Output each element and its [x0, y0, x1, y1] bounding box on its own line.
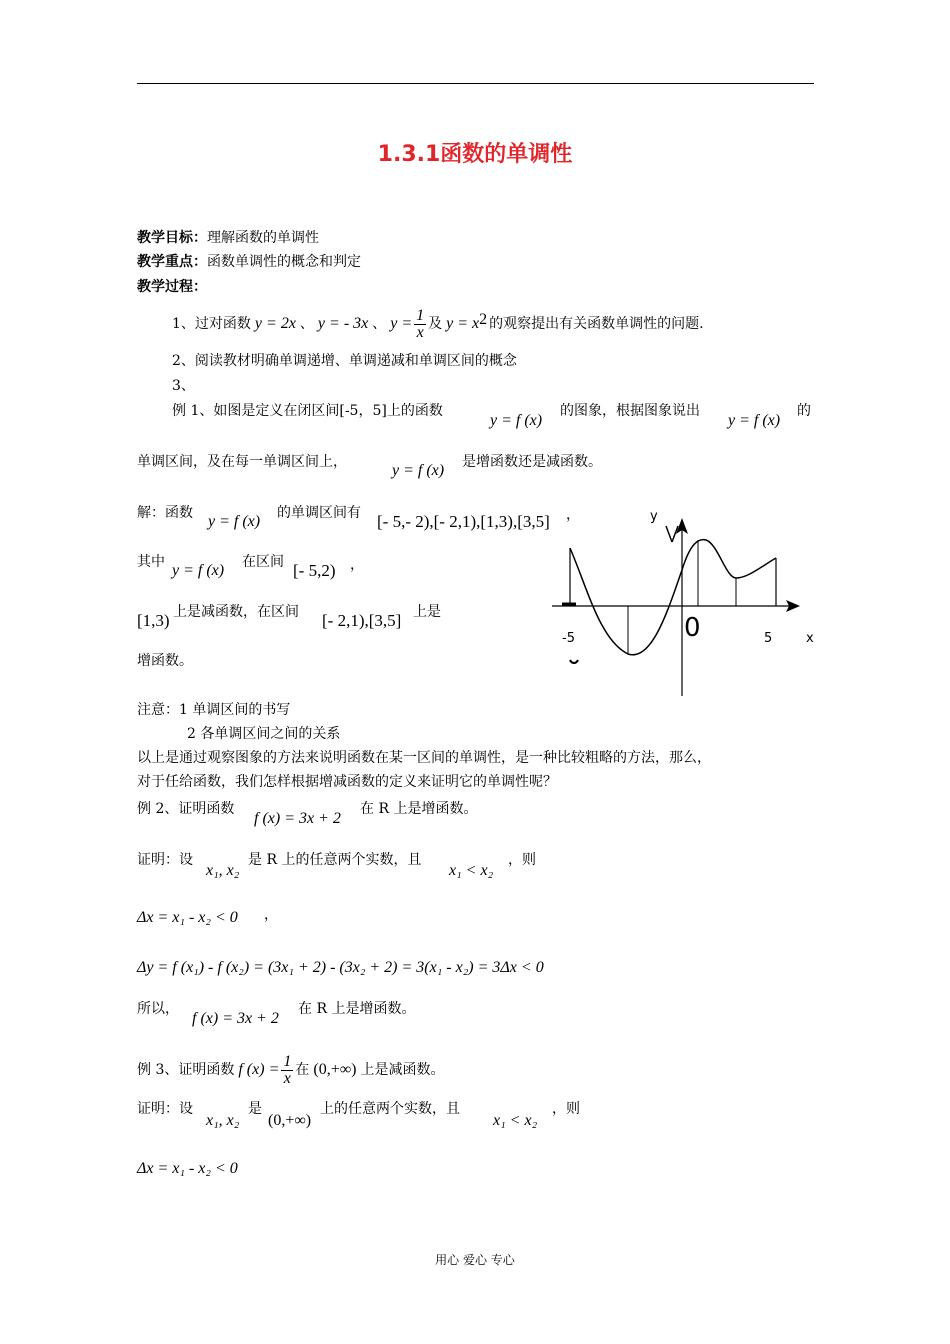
- graph-label-0: 0: [684, 613, 701, 643]
- item1-fraction: [414, 308, 426, 341]
- proof3-delta-x: Δx = x₁ - x₂ < 0: [137, 1160, 238, 1177]
- sol3-interval-1: [1,3): [137, 611, 170, 630]
- ex1-formula-2: y = f (x): [728, 412, 781, 429]
- proof2-suffix: ，则: [508, 852, 536, 868]
- proof2-mid: 是 R 上的任意两个实数，且: [248, 852, 422, 868]
- item1-formula-2: y = - 3x: [317, 315, 369, 332]
- ex3-prefix: 例 3、证明函数: [137, 1062, 235, 1078]
- sol3-mid: 上是减函数，在区间: [173, 604, 299, 620]
- sol-prefix: 解：函数: [137, 505, 193, 521]
- so-prefix: 所以，: [137, 1001, 179, 1017]
- ex1-suffix: 的: [797, 403, 811, 419]
- item1-mid: 及: [428, 316, 443, 332]
- page-title: 1.3.1函数的单调性: [377, 142, 573, 167]
- ex1-prefix: 例 1、如图是定义在闭区间[-5，5]上的函数: [172, 403, 443, 419]
- y-label-stroke-icon: [666, 526, 672, 542]
- ex2-formula: f (x) = 3x + 2: [254, 810, 341, 827]
- graph-label-neg5: -5: [562, 631, 575, 646]
- item1-fraction-num: 1: [416, 306, 425, 324]
- ex1-line2-a: 单调区间，及在每一单调区间上，: [137, 454, 347, 470]
- proof3-mid2: 上的任意两个实数，且: [320, 1101, 460, 1117]
- objective-label: 教学目标：: [137, 230, 207, 246]
- ex1-formula-1: y = f (x): [490, 412, 543, 429]
- item1-suffix: 的观察提出有关函数单调性的问题.: [489, 316, 704, 332]
- sol2-interval: [- 5,2): [293, 561, 336, 580]
- sol4-line: 增函数。: [137, 653, 193, 669]
- para-2: 对于任给函数，我们怎样根据增减函数的定义来证明它的单调性呢？: [137, 774, 557, 790]
- item1-line: [172, 304, 704, 344]
- focus-label: 教学重点：: [137, 254, 207, 270]
- so-formula: f (x) = 3x + 2: [192, 1010, 279, 1027]
- ex3-suffix: 上是减函数。: [360, 1062, 445, 1078]
- item3-line: 3、: [172, 378, 195, 394]
- ex3-fraction-num: 1: [283, 1052, 292, 1070]
- sol2-formula: y = f (x): [172, 562, 225, 579]
- proof3-prefix: 证明：设: [137, 1101, 193, 1117]
- sol-formula: y = f (x): [208, 513, 261, 530]
- page-footer: 用心 爱心 专心: [435, 1253, 515, 1267]
- item1-formula-4: y = x: [446, 315, 480, 332]
- function-graph: [548, 500, 818, 700]
- proof2-delta-x: Δx = x₁ - x₂ < 0: [137, 909, 238, 926]
- sol2-prefix: 其中: [137, 554, 165, 570]
- objective-text: 理解函数的单调性: [207, 230, 319, 246]
- proof2-delta-y: Δy = f (x₁) - f (x₂) = (3x₁ + 2) - (3x₂ + 2) = 3(x₁ - x₂) = 3Δx < 0: [137, 959, 544, 976]
- focus-text: 函数单调性的概念和判定: [207, 254, 361, 270]
- graph-label-5: 5: [764, 631, 773, 646]
- so-suffix: 在 R 上是增函数。: [298, 1001, 416, 1017]
- ex2-suffix: 在 R 上是增函数。: [360, 801, 478, 817]
- sol-intervals: [- 5,- 2),[- 2,1),[1,3),[3,5]: [377, 512, 550, 531]
- proof3-ineq: x₁ < x₂: [493, 1112, 538, 1129]
- ex3-fraction: [281, 1054, 293, 1087]
- item1-prefix: 1、过对函数: [172, 316, 251, 332]
- sol-comma: ，: [566, 507, 580, 523]
- sol2-comma: ，: [350, 557, 364, 573]
- y-label-stroke-icon-2: [672, 526, 678, 542]
- glyph-fragment: [570, 660, 578, 663]
- item1-formula-1: y = 2x: [254, 315, 296, 332]
- ex1-formula-3: y = f (x): [392, 462, 445, 479]
- note-2: 2 各单调区间之间的关系: [187, 726, 341, 742]
- para-1: 以上是通过观察图象的方法来说明函数在某一区间的单调性，是一种比较粗略的方法，那么，: [137, 750, 711, 766]
- ex3-interval: (0,+∞): [313, 1061, 357, 1078]
- proof3-suffix: ，则: [552, 1101, 580, 1117]
- proof3-interval: (0,+∞): [268, 1112, 312, 1129]
- objective-line: [137, 229, 319, 247]
- ex3-lhs: f (x) =: [238, 1061, 280, 1078]
- ex1-mid: 的图象，根据图象说出: [560, 403, 700, 419]
- proof2-delta-x-comma: ，: [264, 907, 278, 923]
- ex3-line: [137, 1050, 444, 1090]
- sol3-interval-2: [- 2,1),[3,5]: [322, 611, 402, 630]
- ex3-fraction-den: x: [283, 1069, 291, 1087]
- ex3-mid: 在: [295, 1062, 310, 1078]
- item1-formula-4-exp: 2: [479, 311, 488, 328]
- proof2-ineq: x₁ < x₂: [449, 862, 494, 879]
- item1-sep-2: 、: [372, 316, 387, 332]
- process-label: 教学过程：: [137, 279, 207, 295]
- item1-formula-3-lhs: y =: [390, 315, 413, 332]
- focus-line: [137, 253, 361, 271]
- item2-line: 2、阅读教材明确单调递增、单调递减和单调区间的概念: [172, 353, 517, 369]
- header-rule: [137, 83, 814, 84]
- item1-fraction-den: x: [416, 323, 424, 341]
- ex2-prefix: 例 2、证明函数: [137, 801, 235, 817]
- proof2-prefix: 证明：设: [137, 852, 193, 868]
- sol-mid: 的单调区间有: [277, 505, 361, 521]
- proof3-vars: x₁, x₂: [206, 1112, 240, 1129]
- proof3-mid1: 是: [248, 1101, 262, 1117]
- function-curve: [570, 540, 776, 655]
- note-1: 注意：1 单调区间的书写: [137, 702, 291, 718]
- graph-x-label: x: [806, 631, 814, 646]
- sol3-suffix: 上是: [413, 604, 441, 620]
- item1-sep-1: 、: [299, 316, 314, 332]
- ex1-line2-b: 是增函数还是减函数。: [462, 454, 602, 470]
- sol2-mid: 在区间: [242, 554, 284, 570]
- graph-y-label: y: [650, 509, 658, 524]
- proof2-vars: x₁, x₂: [206, 862, 240, 879]
